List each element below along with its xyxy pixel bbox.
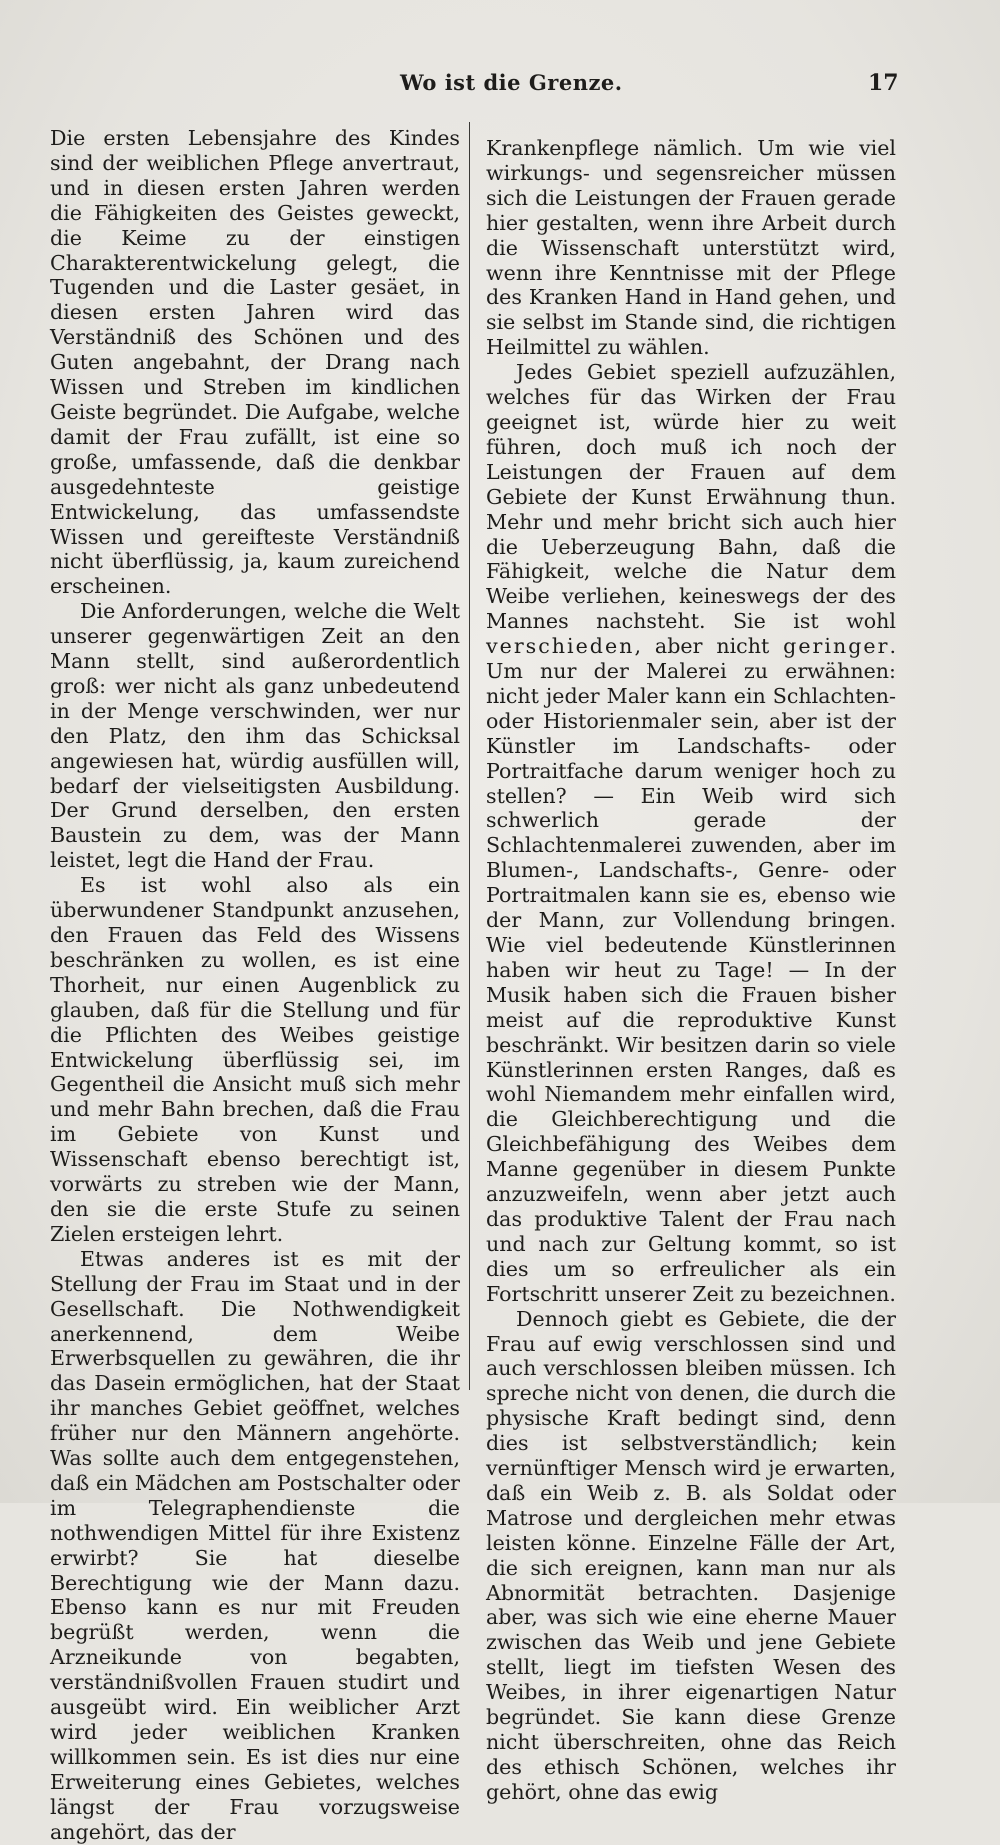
paragraph: Die ersten Lebensjahre des Kindes sind der weiblichen Pflege anvertraut, und in diesen ersten Jahren werden die Fähigkeiten des Geistes geweckt, die Keime zu der einstigen Charakterentwickelung gelegt, die Tugenden und die Laster gesäet, in diesen ersten Jahren wird das Verständniß des Schönen und des Guten angebahnt, der Drang nach Wissen und Streben im kindlichen Geiste begründet. Die Aufgabe, welche damit der Frau zufällt, ist eine so große, umfassende, daß die denkbar ausgedehnteste geistige Entwickelung, das umfassendste Wissen und gereifteste Verständniß nicht überflüssig, ja, kaum zureichend erscheinen. bbox=[50, 126, 460, 599]
page-number: 17 bbox=[868, 70, 899, 96]
paragraph bbox=[486, 360, 896, 1306]
paragraph: Es ist wohl also als ein überwundener Standpunkt anzusehen, den Frauen das Feld des Wissens beschränken zu wollen, es ist eine Thorheit, nur einen Augenblick zu glauben, daß für die Stellung und für die Pflichten des Weibes geistige Entwickelung überflüssig sei, im Gegentheil die Ansicht muß sich mehr und mehr Bahn brechen, daß die Frau im Gebiete von Kunst und Wissenschaft ebenso berechtigt ist, vorwärts zu streben wie der Mann, den sie die erste Stufe zu seinen Zielen ersteigen lehrt. bbox=[50, 873, 460, 1246]
text-run: Jedes Gebiet speziell aufzuzählen, welches für das Wirken der Frau geeignet ist, würde hier zu weit führen, doch muß ich noch der Leistungen der Frauen auf dem Gebiete der Kunst Erwähnung thun. Mehr und mehr bricht sich auch hier die Ueberzeugung Bahn, daß die Fähigkeit, welche die Natur dem Weibe verliehen, keineswegs der des Mannes nachsteht. Sie ist wohl bbox=[486, 360, 896, 634]
right-column bbox=[486, 136, 896, 1805]
paragraph: Krankenpflege nämlich. Um wie viel wirkungs- und segensreicher müssen sich die Leistungen der Frauen gerade hier gestalten, wenn ihre Arbeit durch die Wissenschaft unterstützt wird, wenn ihre Kenntnisse mit der Pflege des Kranken Hand in Hand gehen, und sie selbst im Stande sind, die richtigen Heilmittel zu wählen. bbox=[486, 136, 896, 360]
text-run: , aber nicht bbox=[634, 634, 770, 659]
left-column bbox=[50, 126, 460, 1845]
emphasis-spaced: verschieden bbox=[486, 634, 635, 659]
running-title: Wo ist die Grenze. bbox=[400, 70, 623, 95]
column-divider bbox=[469, 122, 470, 1390]
paragraph: Dennoch giebt es Gebiete, die der Frau auf ewig verschlossen sind und auch verschlossen bleiben müssen. Ich spreche nicht von denen, die durch die physische Kraft bedingt sind, denn dies ist selbstverständlich; kein vernünftiger Mensch wird je erwarten, daß ein Weib z. B. als Soldat oder Matrose und dergleichen mehr etwas leisten könne. Einzelne Fälle der Art, die sich ereignen, kann man nur als Abnormität betrachten. Dasjenige aber, was sich wie eine eherne Mauer zwischen das Weib und jene Gebiete stellt, liegt im tiefsten Wesen des Weibes, in ihrer eigenartigen Natur begründet. Sie kann diese Grenze nicht überschreiten, ohne das Reich des ethisch Schönen, welches ihr gehört, ohne das ewig bbox=[486, 1306, 896, 1804]
paragraph: Etwas anderes ist es mit der Stellung der Frau im Staat und in der Gesellschaft. Die Nothwendigkeit anerkennend, dem Weibe Erwerbsquellen zu gewähren, die ihr das Dasein ermöglichen, hat der Staat ihr manches Gebiet geöffnet, welches früher nur den Männern angehörte. Was sollte auch dem entgegenstehen, daß ein Mädchen am Postschalter oder im Telegraphendienste die nothwendigen Mittel für ihre Existenz erwirbt? Sie hat dieselbe Berechtigung wie der Mann dazu. Ebenso kann es nur mit Freuden begrüßt werden, wenn die Arzneikunde von begabten, verständnißvollen Frauen studirt und ausgeübt wird. Ein weiblicher Arzt wird jeder weiblichen Kranken willkommen sein. Es ist dies nur eine Erweiterung eines Gebietes, welches längst der Frau vorzugsweise angehört, das der bbox=[50, 1246, 460, 1844]
text-run: . Um nur der Malerei zu erwähnen: nicht jeder Maler kann ein Schlachten- oder Historienmaler sein, aber ist der Künstler im Landschafts- oder Portraitfache darum weniger hoch zu stellen? — Ein Weib wird sich schwerlich gerade der Schlachtenmalerei zuwenden, aber im Blumen-, Landschafts-, Genre- oder Portraitmalen kann sie es, ebenso wie der Mann, zur Vollendung bringen. Wie viel bedeutende Künstlerinnen haben wir heut zu Tage! — In der Musik haben sich die Frauen bisher meist auf die reproduktive Kunst beschränkt. Wir besitzen darin so viele Künstlerinnen ersten Ranges, daß es wohl Niemandem mehr einfallen wird, die Gleichberechtigung und die Gleichbefähigung des Weibes dem Manne gegenüber in diesem Punkte anzuzweifeln, wenn aber jetzt auch das produktive Talent der Frau nach und nach zur Geltung kommt, so ist dies um so erfreulicher als ein Fortschritt unserer Zeit zu bezeichnen. bbox=[486, 634, 896, 1306]
paragraph: Die Anforderungen, welche die Welt unserer gegenwärtigen Zeit an den Mann stellt, sind außerordentlich groß: wer nicht als ganz unbedeutend in der Menge verschwinden, wer nur den Platz, den ihm das Schicksal angewiesen hat, würdig ausfüllen will, bedarf der vielseitigsten Ausbildung. Der Grund derselben, den ersten Baustein zu dem, was der Mann leistet, legt die Hand der Frau. bbox=[50, 599, 460, 873]
emphasis-spaced: geringer bbox=[783, 634, 890, 659]
